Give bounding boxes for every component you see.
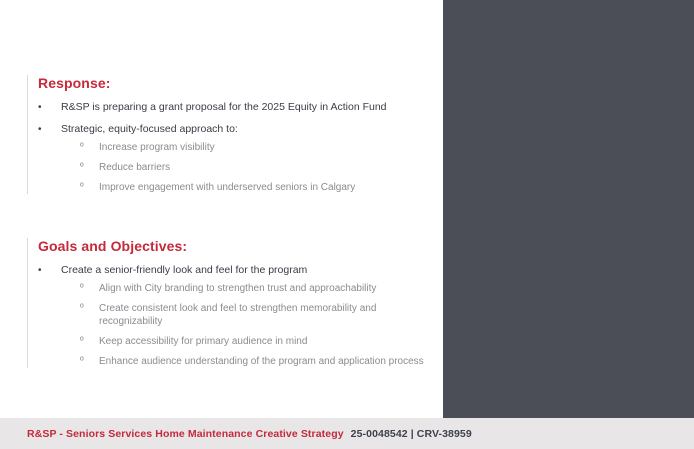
- section-goals-objectives: [27, 238, 435, 368]
- right-side-panel: [443, 0, 694, 418]
- sub-bullet-marker: º: [80, 142, 84, 153]
- sub-bullet-text: Keep accessibility for primary audience in mind: [99, 336, 308, 347]
- sub-bullet-marker: º: [80, 162, 84, 173]
- bullet-item: [38, 101, 435, 114]
- footer-bar: [0, 418, 694, 449]
- sub-bullet-marker: º: [80, 182, 84, 193]
- sub-bullet-item: [80, 141, 435, 154]
- sub-bullet-marker: º: [80, 356, 84, 367]
- bullet-text: Create a senior-friendly look and feel for the program: [61, 264, 308, 276]
- sub-bullet-item: [80, 302, 435, 328]
- sub-bullet-text: Align with City branding to strengthen trust and approachability: [99, 283, 377, 294]
- sub-bullet-item: [80, 355, 435, 368]
- sub-bullet-item: [80, 181, 435, 194]
- sub-bullet-item: [80, 335, 435, 348]
- sub-bullet-marker: º: [80, 336, 84, 347]
- sub-bullet-text: Increase program visibility: [99, 142, 215, 153]
- sub-bullet-item: [80, 282, 435, 295]
- sub-bullet-text: Enhance audience understanding of the program and application process: [99, 356, 424, 367]
- section-heading-response: Response:: [38, 75, 111, 91]
- bullet-marker: •: [38, 102, 42, 113]
- section-heading-goals: Goals and Objectives:: [38, 238, 188, 254]
- bullet-marker: •: [38, 265, 42, 276]
- footer-reference-number: 25-0048542 | CRV-38959: [350, 427, 472, 440]
- sub-bullet-text: Create consistent look and feel to strengthen memorability and recognizability: [99, 303, 377, 327]
- sub-bullet-marker: º: [80, 283, 84, 294]
- sub-bullet-item: [80, 161, 435, 174]
- bullet-marker: •: [38, 124, 42, 135]
- sub-bullet-text: Improve engagement with underserved seniors in Calgary: [99, 182, 356, 193]
- bullet-item: [38, 264, 435, 277]
- bullet-text: Strategic, equity-focused approach to:: [61, 123, 238, 135]
- sub-bullet-marker: º: [80, 303, 84, 314]
- section-response: [27, 75, 435, 194]
- bullet-item: [38, 123, 435, 136]
- bullet-text: R&SP is preparing a grant proposal for the 2025 Equity in Action Fund: [61, 101, 387, 113]
- footer-document-title: R&SP - Seniors Services Home Maintenance Creative Strategy: [27, 427, 344, 440]
- sub-bullet-text: Reduce barriers: [99, 162, 171, 173]
